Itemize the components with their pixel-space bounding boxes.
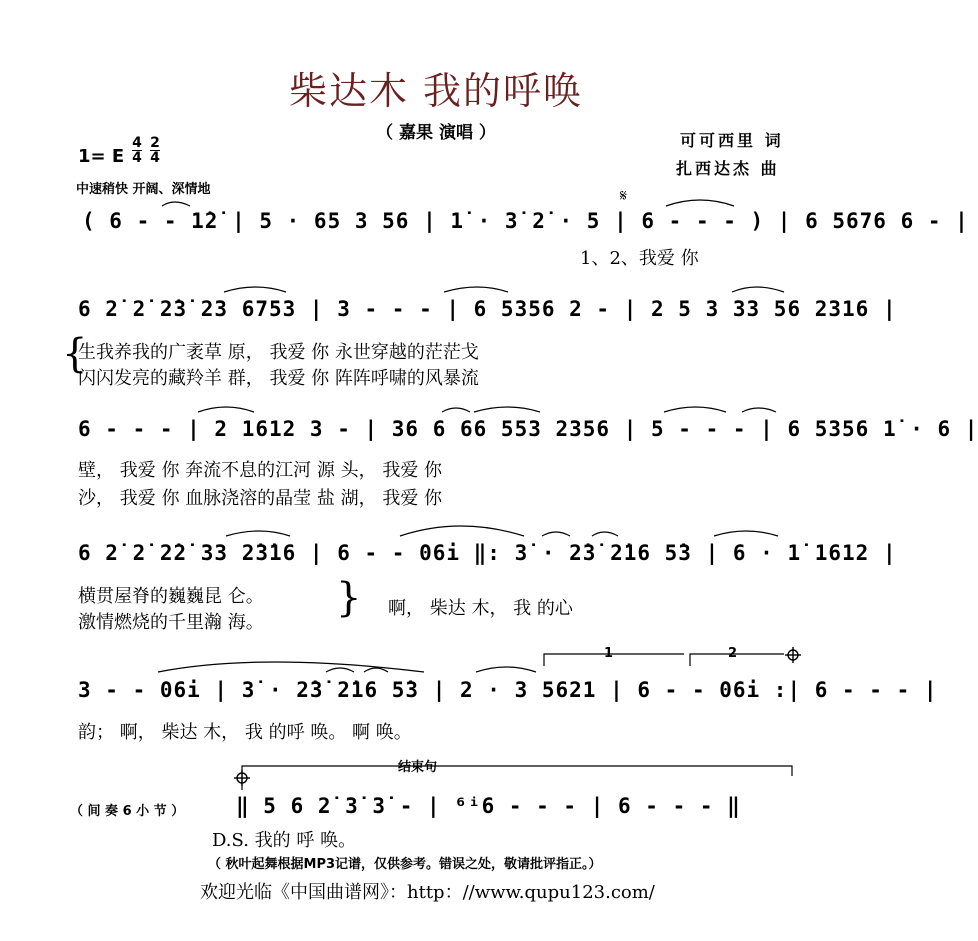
slur-row5-a <box>158 662 424 672</box>
ending-phrase-label: 结束句 <box>398 760 438 775</box>
coda-icon-2 <box>234 770 250 786</box>
score-row-6-lyric: D.S. 我的 呼 唤。 <box>212 830 357 851</box>
time-signature-4-4: 4 4 <box>132 135 142 166</box>
score-row-6-notes: ‖ 5 6 2̇ 3̇ 3̇ - | ⁶ⁱ6 - - - | 6 - - - ‖ <box>236 794 741 818</box>
score-row-1-lyric: 1、2、我爱 你 <box>580 248 699 269</box>
volta-bracket-1 <box>544 654 684 666</box>
slur-row3-b <box>442 408 470 412</box>
transcription-note: （ 秋叶起舞根据MP3记谱，仅供参考。错误之处，敬请批评指正。） <box>208 857 602 872</box>
website-footer: 欢迎光临《中国曲谱网》：http：//www.qupu123.com/ <box>200 882 655 903</box>
slur-row3-e <box>742 408 776 412</box>
score-row-3-lyric-2: 沙， 我爱 你 血脉浇溶的晶莹 盐 湖， 我爱 你 <box>78 488 443 509</box>
score-row-2-lyric-2: 闪闪发亮的藏羚羊 群， 我爱 你 阵阵呼啸的风暴流 <box>78 368 479 389</box>
slur-row1-b <box>666 200 734 206</box>
slur-row4-e <box>714 531 778 536</box>
slur-row1-a <box>162 202 190 206</box>
slur-row4-a <box>226 531 290 536</box>
slur-row5-d <box>476 667 536 672</box>
coda-icon <box>785 647 801 663</box>
volta-1-label: 1 <box>604 646 614 661</box>
slur-row4-b <box>400 526 524 536</box>
segno-icon: 𝄋 <box>620 186 627 205</box>
singer-credit: （ 嘉果 演唱 ） <box>376 123 496 143</box>
volta-2-label: 2 <box>728 646 738 661</box>
composer-credit: 扎西达杰 曲 <box>676 159 780 178</box>
slur-row5-b <box>326 668 354 672</box>
slur-row4-c <box>542 532 570 536</box>
slur-row2-b <box>444 287 508 292</box>
slur-row2-a <box>224 287 286 292</box>
ending-bracket <box>242 766 792 790</box>
slur-row4-d <box>592 532 618 536</box>
key-signature: 1= E <box>78 146 125 167</box>
closing-brace-icon: } <box>336 575 362 621</box>
score-row-4-lyric-1: 横贯屋脊的巍巍昆 仑。 <box>78 586 264 607</box>
interlude-note: （ 间 奏 6 小 节 ） <box>70 804 185 819</box>
slur-row3-a <box>198 407 254 412</box>
time-signature-2-4: 2 4 <box>150 135 160 166</box>
song-title: 柴达木 我的呼唤 <box>288 69 584 113</box>
slur-row3-d <box>664 407 726 412</box>
score-row-5-notes: 3 - - 06i | 3̇ · 2̇3̇ 2̇16 5̇3 | 2 · 3 5621 | 6 - - 06i :| 6 - - - | <box>78 678 938 702</box>
lyricist-credit: 可可西里 词 <box>680 131 784 150</box>
score-row-5-lyric: 韵； 啊， 柴达 木， 我 的呼 唤。 啊 唤。 <box>78 722 412 743</box>
score-row-4-lyric-2: 激情燃烧的千里瀚 海。 <box>78 612 264 633</box>
score-row-2-lyric-1: 生我养我的广袤草 原， 我爱 你 永世穿越的茫茫戈 <box>78 342 479 363</box>
slur-row5-c <box>364 668 388 672</box>
score-row-3-lyric-1: 壁， 我爱 你 奔流不息的江河 源 头， 我爱 你 <box>78 460 443 481</box>
slur-row3-c <box>474 407 540 412</box>
score-row-3-notes: 6 - - - | 2 1612 3 - | 36 6 66 553 2356 | 5 - - - | 6 5356 1̇ · 6 | <box>78 417 978 441</box>
slur-row2-c <box>732 287 784 292</box>
brace-icon: { <box>62 331 88 377</box>
score-row-4-lyric-3: 啊， 柴达 木， 我 的心 <box>388 598 573 619</box>
tempo-marking: 中速稍快 开阔、深情地 <box>76 182 211 197</box>
score-row-4-notes: 6 2̇ 2̇ 2̇2̇ 33 2̇3̇16 | 6 - - 06i ‖: 3̇ · 2̇3̇ 2̇16 5̇3 | 6 · 1̇ 1612 | <box>78 541 897 565</box>
score-row-1-notes: ( 6 - - 1̇2̇ | 5 · 65 3 56 | 1̇ · 3̇ 2̇ · 5 | 6 - - - ) | 6 5676 6 - | <box>82 209 969 233</box>
score-row-2-notes: 6 2̇ 2̇ 2̇3̇ 23 6753 | 3 - - - | 6 5356 2 - | 2 5 3 33 56 2316 | <box>78 297 897 321</box>
